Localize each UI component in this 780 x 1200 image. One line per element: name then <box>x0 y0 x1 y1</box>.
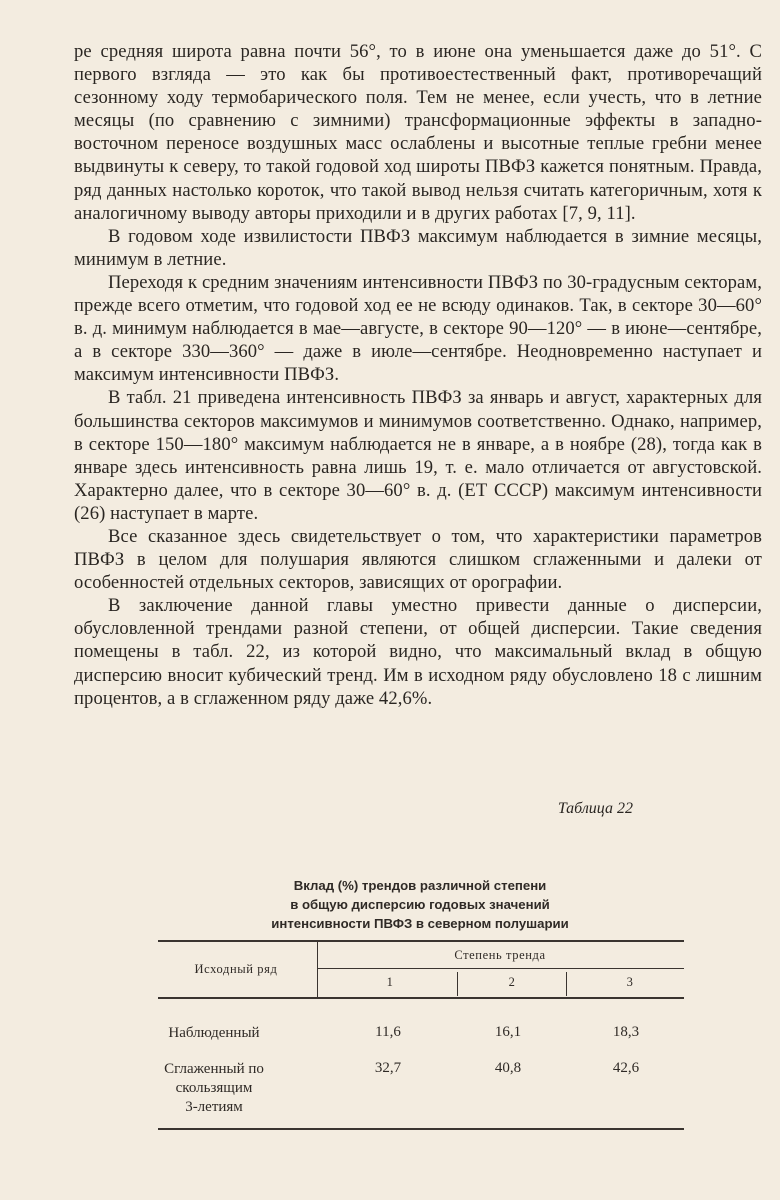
paragraph-1: ре средняя широта равна почти 56°, то в июне она уменьшается даже до 51°. С первого взгляда — это как бы противоестественный факт, противоречащий сезонному ходу термобарического поля. Тем не менее, если учесть, что в летние месяцы (по сравнению с зимними) трансформационные эффекты в западно-восточном переносе воздушных масс ослаблены и высотные теплые гребни менее выдвинуты к северу, то такой годовой ход широты ПВФЗ кажется понятным. Правда, ряд данных настолько короток, что такой вывод нельзя считать категоричным, хотя к аналогичному выводу авторы приходили и в других работах [7, 9, 11]. <box>74 41 762 224</box>
table-title <box>160 876 680 933</box>
row-1-value-3: 18,3 <box>612 1024 640 1040</box>
table-top-rule <box>158 940 684 942</box>
page-body <box>74 40 762 710</box>
paragraph-6: В заключение данной главы уместно привести данные о дисперсии, обусловленной трендами разной степени, от общей дисперсии. Такие сведения помещены в табл. 22, из которой видно, что максимальный вклад в общую дисперсию вносит кубический тренд. Им в исходном ряду обусловлено 18 с лишним процентов, а в сглаженном ряду даже 42,6%. <box>74 595 762 709</box>
table-group-rule <box>318 968 684 969</box>
row-2-value-2: 40,8 <box>494 1060 522 1076</box>
table-degree-divider-1 <box>457 972 458 996</box>
table-degree-divider-2 <box>566 972 567 996</box>
table-title-line-2: в общую дисперсию годовых значений <box>290 897 550 912</box>
row-1-value-1: 11,6 <box>375 1024 401 1040</box>
degree-1-header: 1 <box>386 975 394 989</box>
body-text <box>74 40 762 710</box>
row-2-label-line-2: скользящим <box>175 1080 253 1096</box>
table-label: Таблица 22 <box>557 800 633 817</box>
table-header-bottom-rule <box>158 997 684 999</box>
table-row-2-label <box>126 1060 302 1117</box>
table-row-1-label <box>126 1024 302 1043</box>
table-title-line-1: Вклад (%) трендов различной степени <box>293 878 547 893</box>
paragraph-3: Переходя к средним значениям интенсивности ПВФЗ по 30-градусным секторам, прежде всего отметим, что годовой ход ее не всюду одинаков. Так, в секторе 30—60° в. д. минимум наблюдается в мае—августе, в секторе 90—120° — в июне—сентябре, а в секторе 330—360° — даже в июле—сентябре. Неодновременно наступает и максимум интенсивности ПВФЗ. <box>74 271 762 386</box>
row-2-value-1: 32,7 <box>374 1060 402 1076</box>
header-group-label: Степень тренда <box>454 948 546 962</box>
header-row-label: Исходный ряд <box>194 962 278 976</box>
row-2-label-line-3: 3-летиям <box>185 1099 243 1115</box>
row-2-label-line-1: Сглаженный по <box>164 1061 264 1077</box>
row-2-value-3: 42,6 <box>612 1060 640 1076</box>
table-bottom-rule <box>158 1128 684 1130</box>
row-1-value-2: 16,1 <box>494 1024 522 1040</box>
row-1-label-line-1: Наблюденный <box>168 1025 260 1041</box>
paragraph-4: В табл. 21 приведена интенсивность ПВФЗ за январь и август, характерных для большинства секторов максимумов и минимумов соответственно. Однако, например, в секторе 150—180° максимум наблюдается не в январе, а в ноябре (28), тогда как в январе здесь интенсивность равна лишь 19, т. е. мало отличается от августовской. Характерно далее, что в секторе 30—60° в. д. (ЕТ СССР) максимум интенсивности (26) наступает в марте. <box>74 387 762 524</box>
paragraph-5: Все сказанное здесь свидетельствует о том, что характеристики параметров ПВФЗ в целом для полушария являются слишком сглаженными и далеки от особенностей отдельных секторов, зависящих от орографии. <box>74 525 762 594</box>
degree-3-header: 3 <box>626 975 634 989</box>
degree-2-header: 2 <box>508 975 516 989</box>
table-title-line-3: интенсивности ПВФЗ в северном полушарии <box>271 916 569 931</box>
paragraph-2: В годовом ходе извилистости ПВФЗ максимум наблюдается в зимние месяцы, минимум в летние. <box>74 225 762 270</box>
